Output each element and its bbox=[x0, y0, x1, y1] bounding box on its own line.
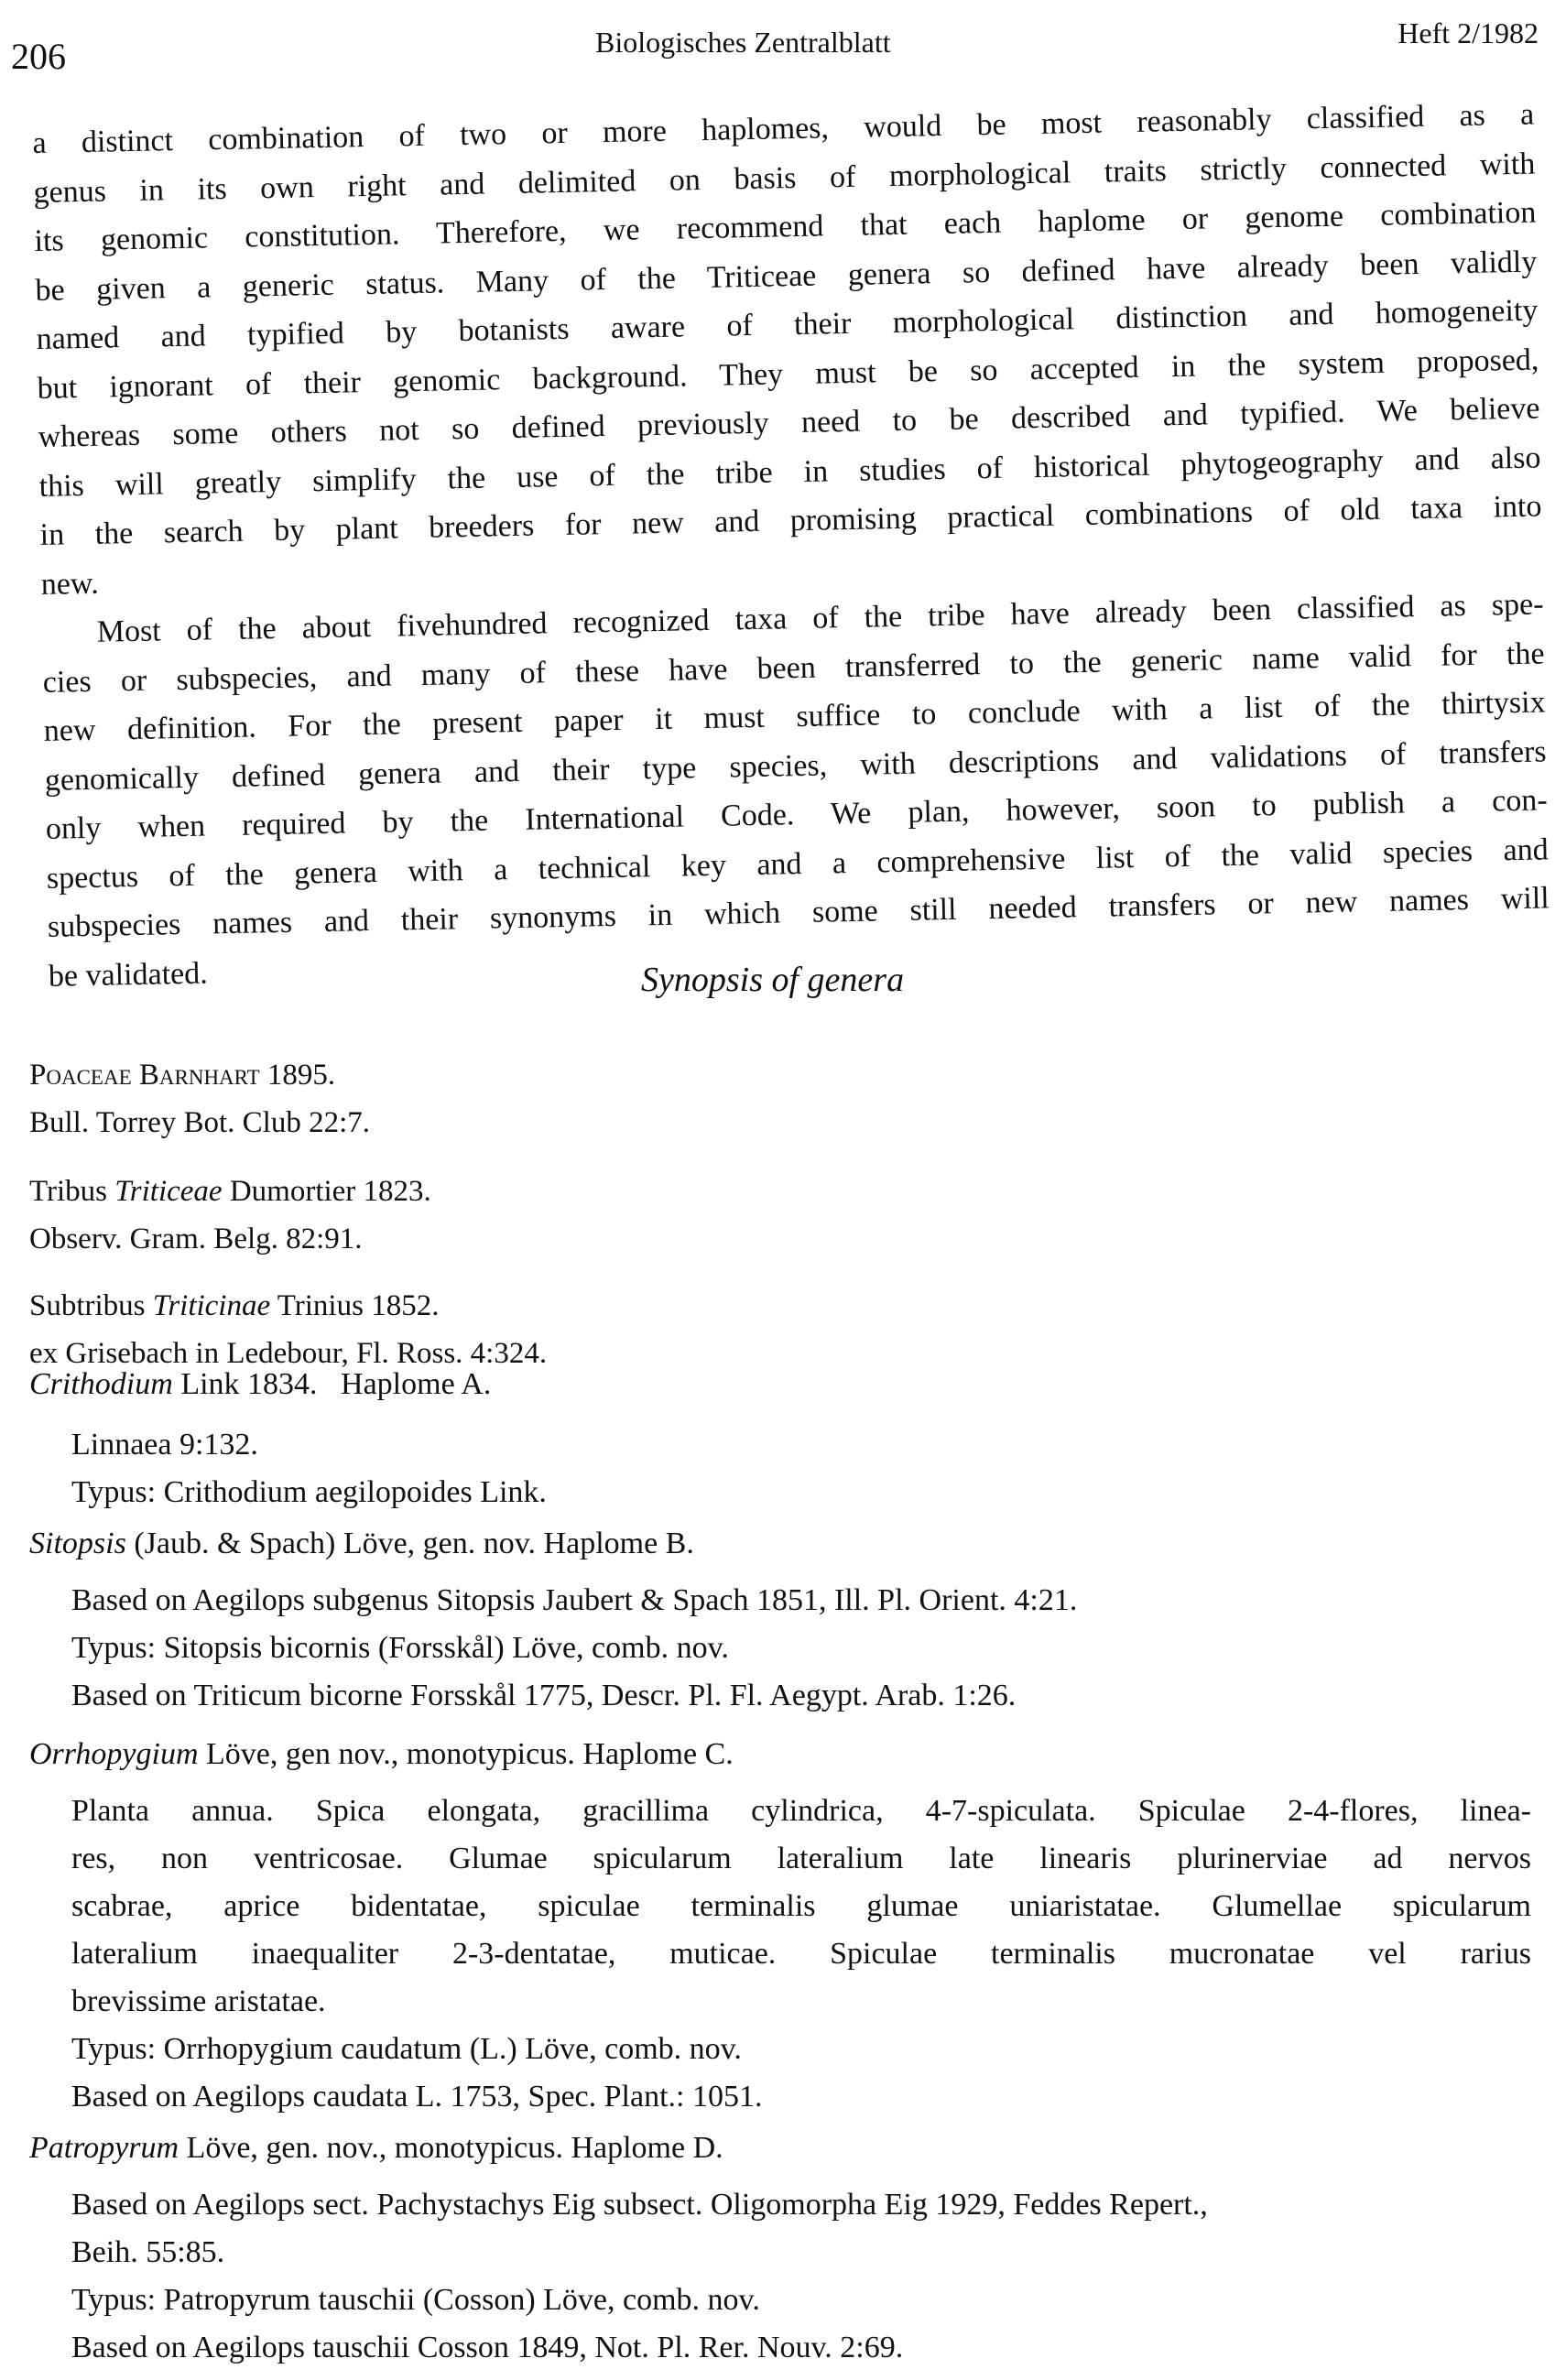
tribe-reference: Observ. Gram. Belg. 82:91. bbox=[29, 1223, 363, 1255]
tribe-entry bbox=[29, 1168, 431, 1263]
tribe-rank: Tribus bbox=[29, 1175, 107, 1208]
description-line: Planta annua. Spica elongata, gracillima cylindrica, 4-7-spiculata. Spiculae 2-4-flores, linea- bbox=[71, 1794, 1531, 1828]
issue-label: Heft 2/1982 bbox=[1397, 16, 1539, 49]
genus-name: Sitopsis bbox=[29, 1527, 126, 1560]
journal-title: Biologisches Zentralblatt bbox=[595, 26, 891, 59]
text-line: subspecies names and their synonyms in which some still needed transfers or new names will bbox=[47, 881, 1550, 944]
genus-entry bbox=[29, 1520, 1531, 1720]
subtribe-author: Trinius 1852. bbox=[277, 1289, 440, 1322]
genus-detail: Based on Aegilops tauschii Cosson 1849, Not. Pl. Rer. Nouv. 2:69. bbox=[71, 2331, 904, 2364]
genus-detail: Based on Aegilops sect. Pachystachys Eig subsect. Oligomorpha Eig 1929, Feddes Repert., bbox=[71, 2188, 1208, 2222]
subtribe-rank: Subtribus bbox=[29, 1289, 146, 1322]
description-line: res, non ventricosae. Glumae spicularum lateralium late linearis plurinerviae ad nervos bbox=[71, 1842, 1531, 1875]
tribe-author: Dumortier 1823. bbox=[229, 1175, 431, 1208]
genus-detail: Beih. 55:85. bbox=[71, 2235, 225, 2269]
genus-detail: Typus: Patropyrum tauschii (Cosson) Löve, comb. nov. bbox=[71, 2283, 760, 2317]
paragraph-1 bbox=[32, 91, 1543, 609]
genus-haplome: Haplome A. bbox=[341, 1367, 492, 1401]
description-line: brevissime aristatae. bbox=[71, 1984, 326, 2018]
genus-author: (Jaub. & Spach) Löve, gen. nov. Haplome B. bbox=[134, 1527, 694, 1560]
text-line: Most of the about fivehundred recognized taxa of the tribe have already been classified as spe- bbox=[96, 587, 1544, 649]
genus-entry bbox=[29, 2125, 1531, 2372]
text-line: whereas some others not so defined previously need to be described and typified. We believe bbox=[38, 391, 1540, 454]
genus-heading bbox=[29, 2125, 1531, 2172]
family-reference: Bull. Torrey Bot. Club 22:7. bbox=[29, 1106, 371, 1139]
family-entry bbox=[29, 1051, 370, 1147]
genus-entry bbox=[29, 1361, 1531, 1516]
text-line: spectus of the genera with a technical key and a comprehensive list of the valid species and bbox=[46, 831, 1549, 896]
family-name: Poaceae Barnhart bbox=[29, 1059, 260, 1092]
genus-author: Löve, gen nov., monotypicus. Haplome C. bbox=[206, 1737, 734, 1771]
genus-name: Crithodium bbox=[29, 1367, 173, 1401]
page-number: 206 bbox=[11, 36, 66, 77]
text-line: named and typified by botanists aware of their morphological distinction and homogeneity bbox=[36, 293, 1539, 356]
text-line: cies or subspecies, and many of these have been transferred to the generic name valid for the bbox=[42, 636, 1545, 700]
genus-detail: Typus: Orrhopygium caudatum (L.) Löve, comb. nov. bbox=[71, 2032, 742, 2066]
text-line: only when required by the International Code. We plan, however, soon to publish a con- bbox=[45, 783, 1548, 846]
genus-detail: Linnaea 9:132. bbox=[71, 1428, 258, 1462]
subtribe-name: Triticinae bbox=[152, 1289, 271, 1322]
description-line: lateralium inaequaliter 2-3-dentatae, muticae. Spiculae terminalis mucronatae vel rarius bbox=[71, 1937, 1531, 1971]
text-line: a distinct combination of two or more haplomes, would be most reasonably classified as a bbox=[32, 97, 1535, 160]
genus-detail: Typus: Sitopsis bicornis (Forsskål) Löve, comb. nov. bbox=[71, 1631, 729, 1665]
genus-detail: Typus: Crithodium aegilopoides Link. bbox=[71, 1475, 547, 1509]
section-heading: Synopsis of genera bbox=[641, 961, 905, 999]
genus-author: Löve, gen. nov., monotypicus. Haplome D. bbox=[186, 2131, 723, 2165]
text-line: but ignorant of their genomic background. They must be so accepted in the system proposed, bbox=[37, 342, 1539, 406]
subtribe-reference: ex Grisebach in Ledebour, Fl. Ross. 4:324. bbox=[29, 1337, 548, 1370]
genus-detail: Based on Aegilops subgenus Sitopsis Jaubert & Spach 1851, Ill. Pl. Orient. 4:21. bbox=[71, 1583, 1078, 1617]
genus-heading bbox=[29, 1361, 1531, 1408]
page-header bbox=[0, 0, 1566, 92]
text-line: new definition. For the present paper it must suffice to conclude with a list of the thirtysix bbox=[43, 685, 1546, 748]
paragraph-2 bbox=[41, 580, 1550, 1000]
text-line: genomically defined genera and their type species, with descriptions and validations of transfers bbox=[44, 734, 1547, 798]
genus-detail: Based on Aegilops caudata L. 1753, Spec. Plant.: 1051. bbox=[71, 2080, 763, 2114]
text-line: in the search by plant breeders for new and promising practical combinations of old taxa into bbox=[39, 489, 1542, 552]
genus-heading bbox=[29, 1520, 1531, 1568]
genus-detail: Based on Triticum bicorne Forsskål 1775, Descr. Pl. Fl. Aegypt. Arab. 1:26. bbox=[71, 1679, 1017, 1712]
genus-name: Patropyrum bbox=[29, 2131, 179, 2165]
tribe-name: Triticeae bbox=[114, 1175, 223, 1208]
text-line: be validated. bbox=[48, 955, 208, 994]
genus-heading bbox=[29, 1731, 1531, 1778]
text-line: new. bbox=[40, 566, 100, 602]
text-line: genus in its own right and delimited on basis of morphological traits strictly connected with bbox=[33, 147, 1536, 210]
description-line: scabrae, aprice bidentatae, spiculae terminalis glumae uniaristatae. Glumellae spicularum bbox=[71, 1889, 1531, 1923]
family-year: 1895. bbox=[266, 1059, 336, 1092]
body-text bbox=[32, 91, 1550, 1001]
text-line: its genomic constitution. Therefore, we recommend that each haplome or genome combination bbox=[34, 195, 1537, 258]
genus-author: Link 1834. bbox=[180, 1367, 318, 1401]
text-line: be given a generic status. Many of the Triticeae genera so defined have already been validly bbox=[35, 244, 1538, 308]
text-line: this will greatly simplify the use of the tribe in studies of historical phytogeography and also bbox=[38, 440, 1541, 504]
genus-entry bbox=[29, 1731, 1531, 2121]
genus-name: Orrhopygium bbox=[29, 1737, 199, 1771]
